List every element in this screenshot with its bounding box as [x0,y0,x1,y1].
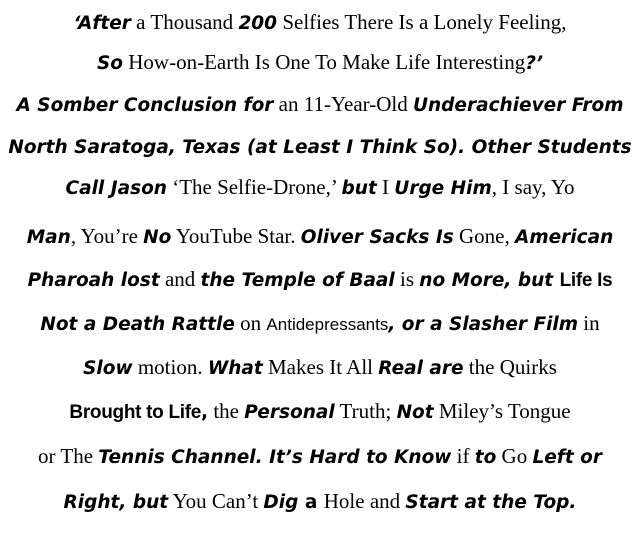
poem-segment: Go [496,444,533,468]
poem-segment: 200 [238,13,278,34]
poem-segment: , or a Slasher Film [388,314,579,335]
poem-segment: ‘The Selfie-Drone,’ [166,175,342,199]
poem-line [0,90,640,120]
poem-segment: an 11-Year-Old [273,92,413,116]
poem-segment: Left or [532,447,602,468]
poem-line [0,222,640,252]
poem-segment: American [515,227,614,248]
poem-segment: if [451,444,475,468]
poem-line [0,397,640,427]
poem-segment: How-on-Earth Is One To Make Life Interesting [123,50,526,74]
poem-segment: Call Jason [65,178,167,199]
poem-segment: Hole [323,489,365,513]
poem-segment: Personal [244,402,335,423]
poem-segment: no More, but [419,270,560,291]
poem-segment: So [96,53,123,74]
poem-segment: Pharoah lost [27,270,160,291]
poem-segment: to [474,447,497,468]
poem-segment: or The [38,444,99,468]
poem-segment: Real are [378,358,464,379]
poem-segment: Start at the Top. [405,492,577,513]
poem-segment: Brought to Life [69,402,202,423]
poem-segment: A Somber Conclusion for [16,95,274,116]
poem-segment: Not a Death Rattle [40,314,235,335]
poem-segment: the Quirks [463,355,557,379]
poem-segment: What [207,358,263,379]
poem-segment: , I say, Yo [491,175,575,199]
poem-line [0,48,640,78]
poem-segment: Slow [83,358,133,379]
poem-segment: Dig [263,492,299,513]
poem-line [0,309,640,339]
poem-line [0,173,640,203]
poem-line [0,353,640,383]
poem-segment: in [578,311,600,335]
poem-segment: the Temple of Baal [200,270,395,291]
poem-segment: ‘After [73,13,131,34]
poem-line [0,8,640,38]
poem-segment: on [234,311,267,335]
poem-segment: a [298,492,324,513]
poem-segment: You Can’t [168,489,264,513]
poem-segment: Truth; [334,399,397,423]
poem-segment: ?’ [525,53,544,74]
poem-segment: No [143,227,172,248]
poem-segment: YouTube Star. [171,224,301,248]
poem-line [0,132,640,162]
poem-segment: the [208,399,245,423]
poem-segment: Tennis Channel. It’s Hard to Know [98,447,452,468]
poem-segment: but [341,178,377,199]
poem-segment: Right, but [63,492,169,513]
poem-segment: is [394,267,420,291]
poem-line [0,265,640,295]
poem-segment: Life Is [559,270,613,291]
poem-segment: Oliver Sacks Is [300,227,454,248]
poem-segment: Miley’s Tongue [433,399,571,423]
poem-segment: Man [26,227,71,248]
poem-segment: Not [396,402,434,423]
poem-segment: , You’re [70,224,144,248]
poem-segment: I [376,175,395,199]
poem-segment: motion. [132,355,208,379]
poem-segment: Makes It All [262,355,379,379]
poem-segment: and [364,489,406,513]
poem-line [0,442,640,472]
poem-segment: Antidepressants [266,315,389,334]
poem-segment: Selfies There Is a Lonely Feeling, [277,10,567,34]
poem-segment: North Saratoga, Texas (at Least I Think So). Other Students [8,137,632,158]
poem-segment: a Thousand [130,10,239,34]
poem-segment: , [201,402,209,423]
poem-line [0,487,640,517]
poem-segment: and [159,267,201,291]
poem-segment: Underachiever From [412,95,624,116]
poem-segment: Gone, [453,224,516,248]
poem-segment: Urge Him [394,178,492,199]
